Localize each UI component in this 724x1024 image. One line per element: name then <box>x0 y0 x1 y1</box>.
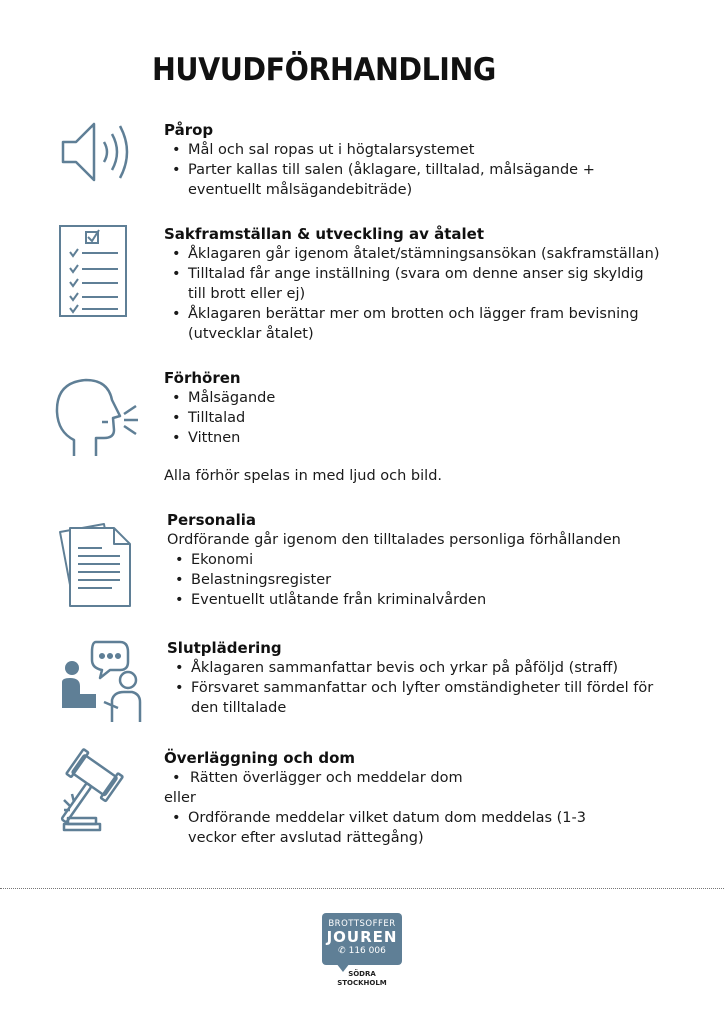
speaker-icon <box>60 120 140 184</box>
section-heading: Förhören <box>164 369 241 387</box>
section-overlaggning <box>164 748 684 848</box>
checklist-icon <box>58 224 130 320</box>
list-item: • Ekonomi <box>167 550 687 570</box>
section-personalia <box>167 510 687 610</box>
page-title: HUVUDFÖRHANDLING <box>152 52 496 88</box>
list-item: • Mål och sal ropas ut i högtalarsystemet <box>164 140 684 160</box>
logo-badge <box>322 913 402 965</box>
list-item: • Tilltalad <box>164 408 684 428</box>
section-heading: Personalia <box>167 511 257 529</box>
list-item: • Tilltalad får ange inställning (svara om denne anser sig skyldig till brott eller ej) <box>164 264 658 304</box>
logo-line1: BROTTSOFFER <box>328 919 396 929</box>
list-item: • Vittnen <box>164 428 684 448</box>
speaking-head-icon <box>52 376 148 460</box>
list-item: • Eventuellt utlåtande från kriminalvården <box>167 590 687 610</box>
logo-line2: JOUREN <box>326 928 398 946</box>
section-intro: Ordförande går igenom den tilltalades personliga förhållanden <box>167 532 621 548</box>
documents-icon <box>56 520 140 610</box>
section-heading: Slutplädering <box>167 639 282 657</box>
phone-icon: ✆ <box>338 946 346 956</box>
logo-subtitle <box>322 970 402 988</box>
list-item: • Försvaret sammanfattar och lyfter omständigheter till fördel för den tilltalade <box>167 678 681 718</box>
logo-sub2: STOCKHOLM <box>337 979 387 987</box>
logo-phone <box>322 946 402 957</box>
list-item: • Åklagaren sammanfattar bevis och yrkar på påföljd (straff) <box>167 658 687 678</box>
footer-divider <box>0 888 724 889</box>
list-item: • Åklagaren berättar mer om brotten och lägger fram bevisning (utvecklar åtalet) <box>164 304 658 344</box>
recording-note: Alla förhör spelas in med ljud och bild. <box>164 468 443 484</box>
logo-speech-tail <box>336 963 350 972</box>
section-heading: Sakframställan & utveckling av åtalet <box>164 225 485 243</box>
list-item: • Målsägande <box>164 388 684 408</box>
logo-phone-number: 116 006 <box>348 946 386 956</box>
section-sakframstallan <box>164 224 684 344</box>
gavel-icon <box>60 748 156 832</box>
logo-sub1: SÖDRA <box>348 970 376 978</box>
section-heading: Pårop <box>164 121 214 139</box>
section-forhoren <box>164 368 684 448</box>
conversation-icon <box>56 638 146 724</box>
list-item: • Rätten överlägger och meddelar dom <box>164 768 684 788</box>
section-heading: Överläggning och dom <box>164 749 356 767</box>
connector-text: eller <box>164 790 196 806</box>
brottsofferjouren-logo <box>322 913 402 988</box>
section-parop <box>164 120 684 200</box>
list-item: • Parter kallas till salen (åklagare, tilltalad, målsägande + eventuellt målsägandebiträde) <box>164 160 618 200</box>
section-slutpladering <box>167 638 687 718</box>
list-item: • Ordförande meddelar vilket datum dom meddelas (1-3 veckor efter avslutad rättegång) <box>164 808 588 848</box>
list-item: • Åklagaren går igenom åtalet/stämningsansökan (sakframställan) <box>164 244 684 264</box>
list-item: • Belastningsregister <box>167 570 687 590</box>
